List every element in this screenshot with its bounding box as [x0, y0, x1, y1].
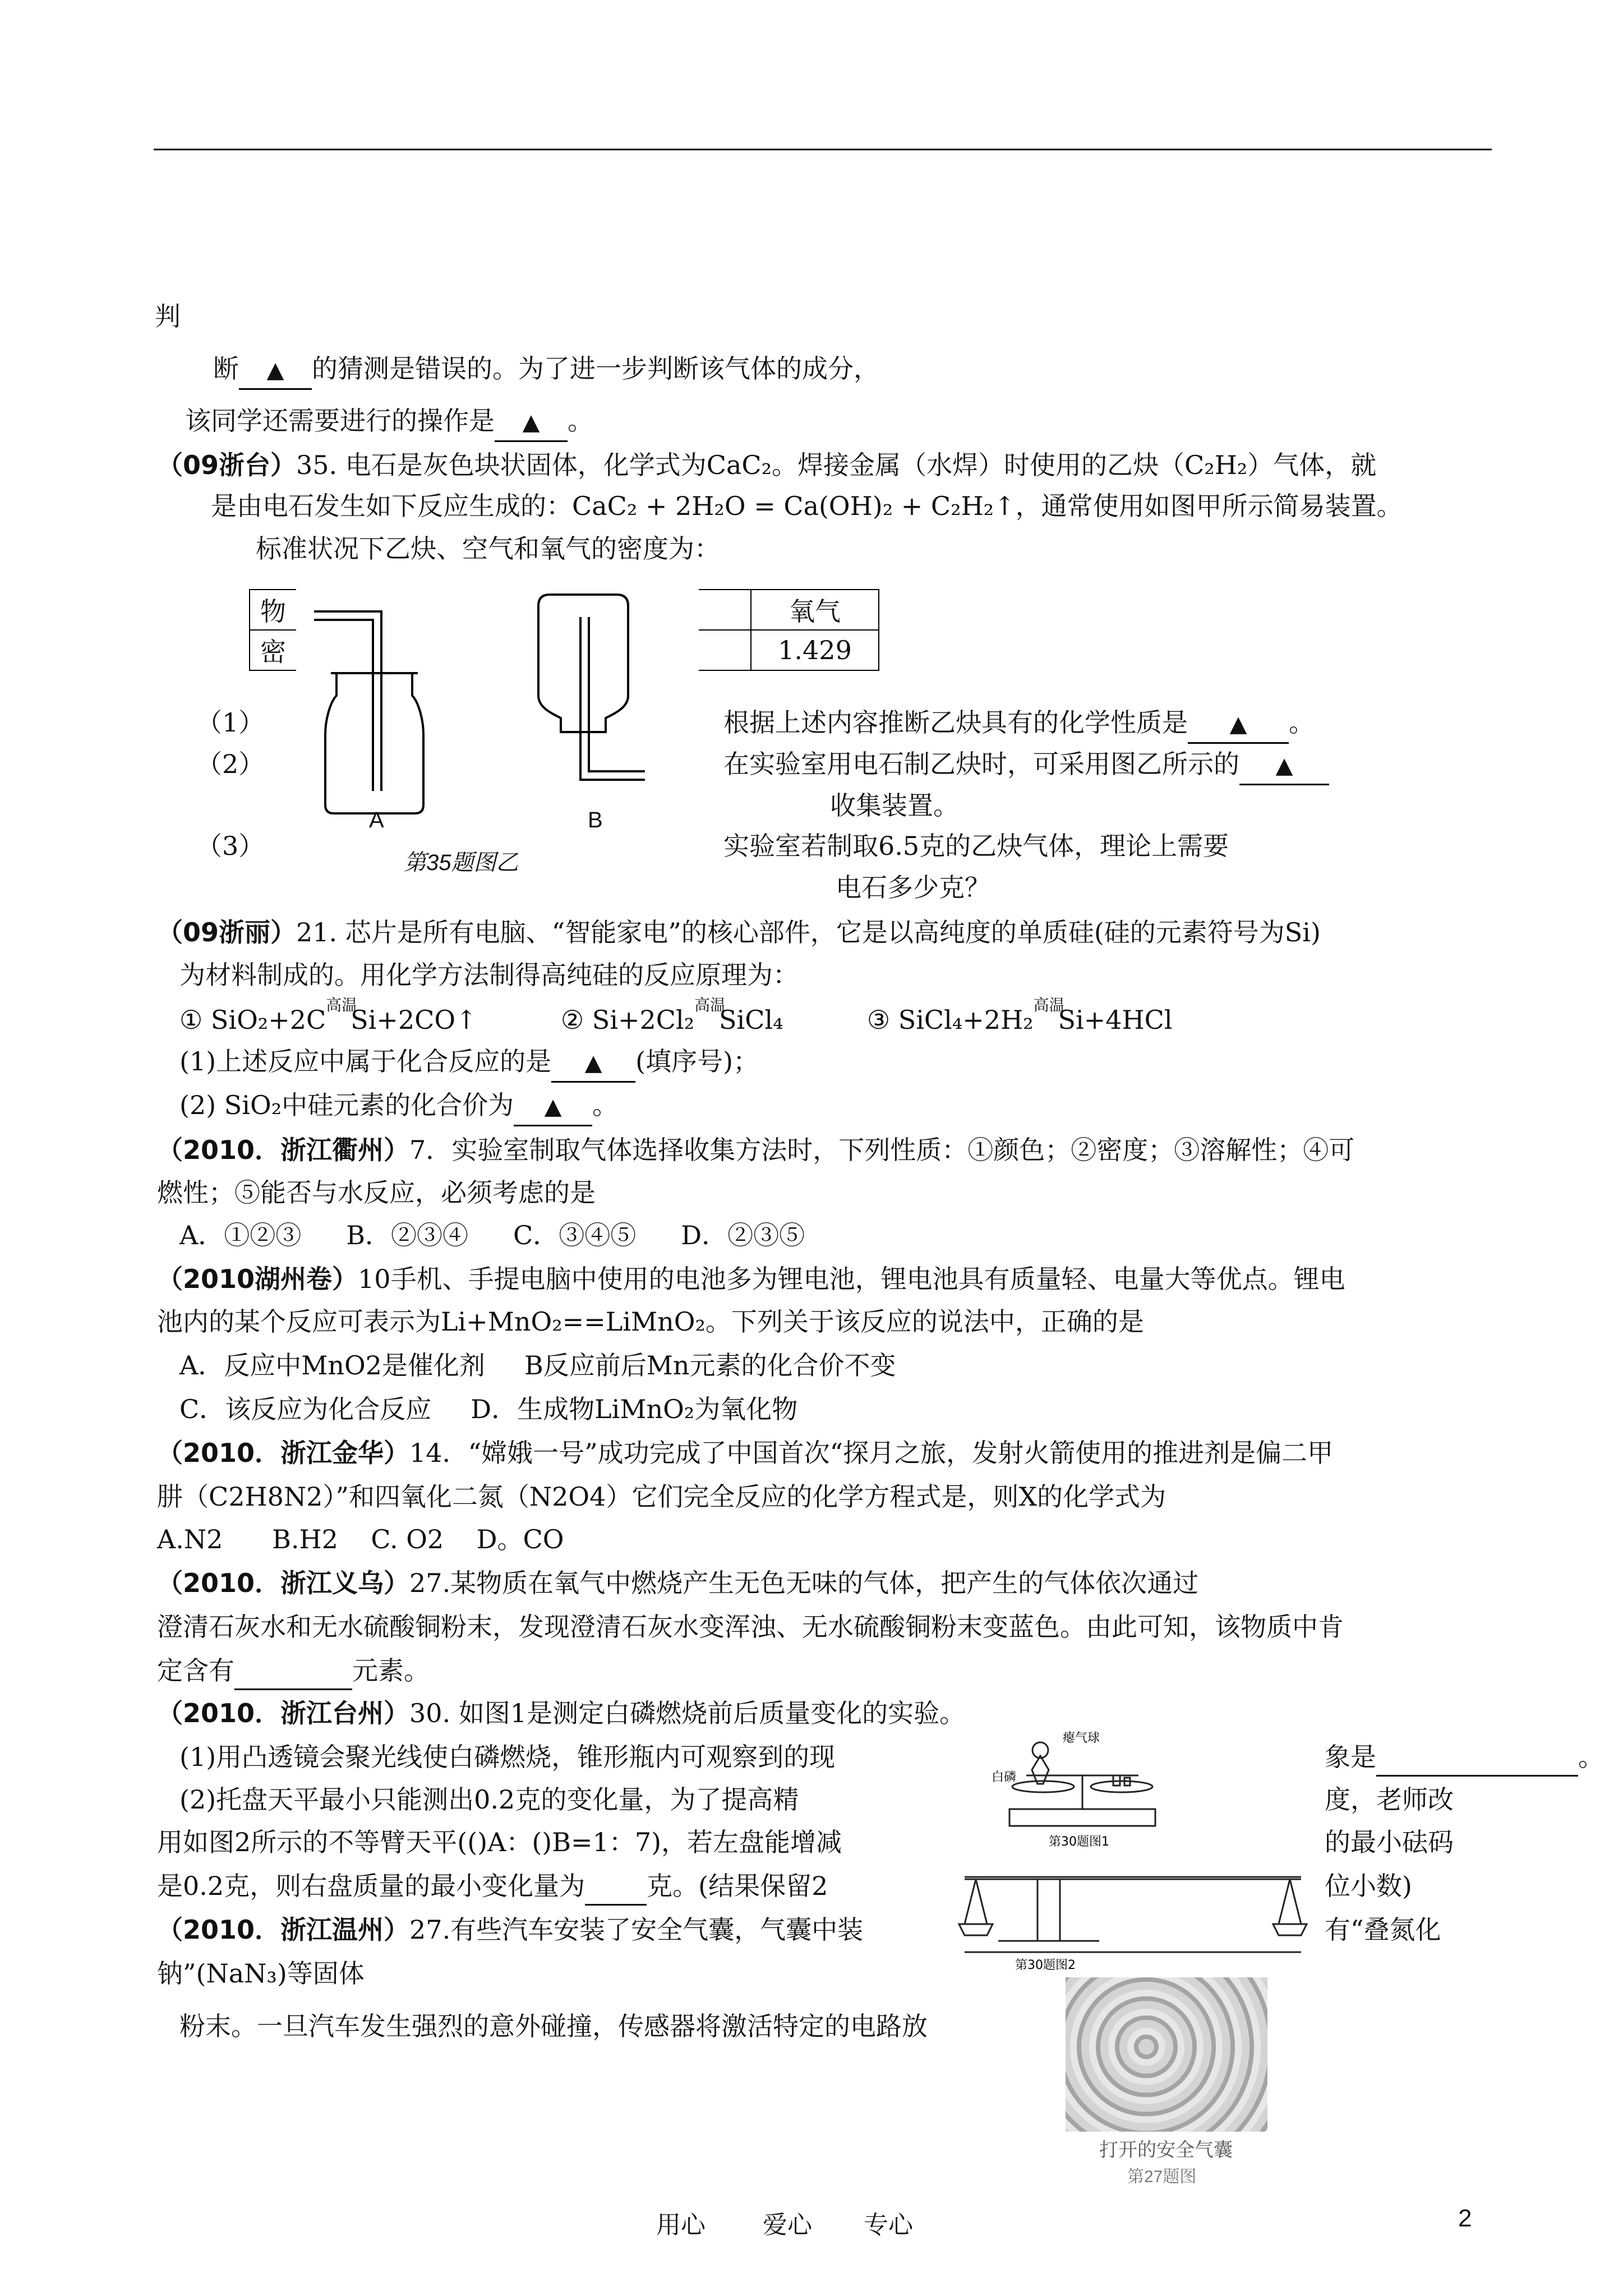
- density-table-right: 氧气 1.429: [699, 589, 879, 671]
- q35-sub-3-cont: 电石多少克？: [836, 872, 990, 903]
- q30-sub-2: (2)托盘天平最小只能测出0.2克的变化量，为了提高精: [179, 1784, 799, 1815]
- option-d[interactable]: D．生成物LiMnO₂为氧化物: [471, 1394, 798, 1424]
- footer-motto-1: 用心: [656, 2211, 706, 2239]
- collection-bottle-b: [538, 595, 645, 780]
- answer-blank[interactable]: ▲: [495, 403, 568, 442]
- airbag-photo: [1066, 1977, 1267, 2132]
- q21-sub-2: (2) SiO₂中硅元素的化合价为 ▲ 。: [179, 1087, 618, 1126]
- answer-blank[interactable]: ▲: [551, 1043, 635, 1083]
- fig1-caption: 第30题图1: [1049, 1835, 1109, 1849]
- answer-blank[interactable]: ▲: [1188, 705, 1289, 744]
- option-b[interactable]: B反应前后Mn元素的化合价不变: [524, 1350, 896, 1381]
- page-number: 2: [1458, 2205, 1472, 2232]
- fig1-label-phosphorus: 白磷: [992, 1770, 1017, 1784]
- q35-sub-2-cont: 收集装置。: [830, 790, 959, 821]
- q10-options-row1: [179, 1347, 896, 1383]
- density-table-left: 物 密: [249, 589, 296, 671]
- footer-motto-3: 专心: [864, 2211, 913, 2239]
- answer-blank[interactable]: [585, 1868, 647, 1906]
- collection-bottle-a: [314, 611, 423, 813]
- unequal-arm-balance-figure-2: [953, 1862, 1312, 1975]
- q35-line-1: （09浙台）35. 电石是灰色块状固体，化学式为CaC₂。焊接金属（水焊）时使用的乙炔（C₂H₂）气体，就: [157, 450, 1377, 480]
- question-source-tag: （09浙台）: [157, 450, 297, 480]
- q35-sub-1: 根据上述内容推断乙炔具有的化学性质是 ▲ 。: [723, 705, 1315, 744]
- option-a[interactable]: A．①②③: [179, 1220, 302, 1250]
- q7-line-1: （2010．浙江衢州）7．实验室制取气体选择收集方法时，下列性质：①颜色；②密度；③溶解性；④可: [157, 1135, 1355, 1165]
- question-source-tag: （09浙丽）: [157, 917, 297, 947]
- option-a[interactable]: A．反应中MnO2是催化剂: [179, 1350, 485, 1381]
- q30-line-3-right: 的最小砝码: [1325, 1827, 1454, 1857]
- q14-options: A.N2 B.H2 C. O2 D。CO: [157, 1524, 564, 1554]
- q27w-line-1: （2010．浙江温州）27.有些汽车安装了安全气囊，气囊中装: [157, 1915, 864, 1945]
- q35-sub-3-num: （3）: [196, 831, 265, 861]
- question-source-tag: （2010．浙江台州）: [157, 1698, 410, 1728]
- q7-line-2: 燃性；⑤能否与水反应，必须考虑的是: [157, 1177, 596, 1208]
- q35-sub-2-num: （2）: [196, 749, 265, 779]
- q27y-line-2: 澄清石灰水和无水硫酸铜粉末，发现澄清石灰水变浑浊、无水硫酸铜粉末变蓝色。由此可知，该物质中肯: [157, 1612, 1344, 1642]
- q30-sub-1-right: 象是 。: [1325, 1739, 1604, 1777]
- answer-blank[interactable]: ▲: [239, 351, 312, 390]
- q30-line-1: （2010．浙江台州）30. 如图1是测定白磷燃烧前后质量变化的实验。: [157, 1698, 966, 1728]
- question-source-tag: （2010．浙江衢州）: [157, 1135, 410, 1165]
- balance-figure-1: [987, 1725, 1172, 1854]
- q27w-line-1-right: 有“叠氮化: [1325, 1915, 1441, 1945]
- q27y-line-1: （2010．浙江义乌）27.某物质在氧气中燃烧产生无色无味的气体，把产生的气体依次通过: [157, 1568, 1199, 1598]
- q27w-line-2: 钠”(NaN₃)等固体: [157, 1958, 365, 1989]
- option-d[interactable]: D．②③⑤: [681, 1220, 805, 1250]
- q21-sub-1: (1)上述反应中属于化合反应的是 ▲ (填序号)；: [179, 1043, 759, 1083]
- figure-label-b: B: [588, 808, 603, 832]
- question-source-tag: （2010湖州卷）: [157, 1264, 358, 1294]
- fig1-label-balloon: 瘪气球: [1063, 1731, 1100, 1745]
- q21-line-2: 为材料制成的。用化学方法制得高纯硅的反应原理为：: [179, 960, 799, 990]
- option-c[interactable]: C．③④⑤: [513, 1220, 637, 1250]
- q35-sub-1-num: （1）: [196, 707, 265, 738]
- figure-label-a: A: [369, 808, 384, 832]
- q35-line-2: 是由电石发生如下反应生成的：CaC₂ + 2H₂O = Ca(OH)₂ + C₂H₂↑，通常使用如图甲所示简易装置。: [211, 491, 1403, 521]
- question-source-tag: （2010．浙江义乌）: [157, 1568, 410, 1598]
- prev-line-2: 断 ▲ 的猜测是错误的。为了进一步判断该气体的成分，: [213, 351, 879, 390]
- airbag-photo-caption: 打开的安全气囊: [1099, 2139, 1233, 2161]
- question-source-tag: （2010．浙江温州）: [157, 1915, 410, 1945]
- footer-motto-2: 爱心: [763, 2211, 812, 2239]
- q30-sub-1: (1)用凸透镜会聚光线使白磷燃烧，锥形瓶内可观察到的现: [179, 1742, 836, 1772]
- question-source-tag: （2010．浙江金华）: [157, 1438, 410, 1468]
- q10-options-row2: [179, 1391, 797, 1427]
- q30-line-4: 是0.2克，则右盘质量的最小变化量为 克。(结果保留2: [157, 1868, 828, 1906]
- q27y-line-3: 定含有 元素。: [157, 1653, 430, 1690]
- answer-blank[interactable]: ▲: [514, 1087, 592, 1126]
- answer-blank[interactable]: ▲: [1239, 746, 1329, 785]
- option-b[interactable]: B．②③④: [346, 1220, 469, 1250]
- gas-collection-apparatus-figure: [303, 583, 701, 847]
- q30-line-3: 用如图2所示的不等臂天平(()A：()B=1：7)，若左盘能增减: [157, 1827, 842, 1857]
- answer-blank[interactable]: [1376, 1739, 1578, 1777]
- header-rule: [154, 149, 1492, 150]
- q10-line-2: 池内的某个反应可表示为Li+MnO₂==LiMnO₂。下列关于该反应的说法中，正确的是: [157, 1306, 1144, 1337]
- q14-line-2: 肼（C2H8N2）”和四氧化二氮（N2O4）它们完全反应的化学方程式是，则X的化学式为: [157, 1481, 1166, 1512]
- q35-line-3: 标准状况下乙炔、空气和氧气的密度为：: [256, 533, 720, 564]
- prev-line-3: 该同学还需要进行的操作是 ▲ 。: [185, 403, 593, 442]
- q14-line-1: （2010．浙江金华）14．“嫦娥一号”成功完成了中国首次“探月之旅，发射火箭使用的推进剂是偏二甲: [157, 1438, 1334, 1468]
- option-c[interactable]: C．该反应为化合反应: [179, 1394, 432, 1424]
- answer-blank[interactable]: [234, 1653, 352, 1690]
- q35-sub-2: 在实验室用电石制乙炔时，可采用图乙所示的 ▲: [723, 746, 1329, 785]
- figure-caption: 第35题图乙: [404, 850, 519, 875]
- fig2-caption: 第30题图2: [1015, 1958, 1076, 1972]
- prev-line-1: 判: [155, 301, 181, 332]
- q30-sub-2-right: 度，老师改: [1325, 1784, 1454, 1815]
- q21-equations: ① SiO₂+2C 高温 Si+2CO↑ ② Si+2Cl₂ 高温 SiCl₄ ③ SiCl₄+2H₂ 高温 Si+4HCl: [179, 996, 1173, 1035]
- airbag-figure-caption: 第27题图: [1127, 2168, 1197, 2186]
- q7-options: [179, 1217, 805, 1253]
- q30-line-4-right: 位小数): [1325, 1871, 1412, 1901]
- q10-line-1: （2010湖州卷）10手机、手提电脑中使用的电池多为锂电池，锂电池具有质量轻、电量大等优点。锂电: [157, 1264, 1345, 1294]
- q27w-line-3: 粉末。一旦汽车发生强烈的意外碰撞，传感器将激活特定的电路放: [179, 2011, 928, 2041]
- q35-sub-3: 实验室若制取6.5克的乙炔气体，理论上需要: [723, 831, 1229, 861]
- q21-line-1: （09浙丽）21. 芯片是所有电脑、“智能家电”的核心部件，它是以高纯度的单质硅(硅的元素符号为Si): [157, 917, 1321, 947]
